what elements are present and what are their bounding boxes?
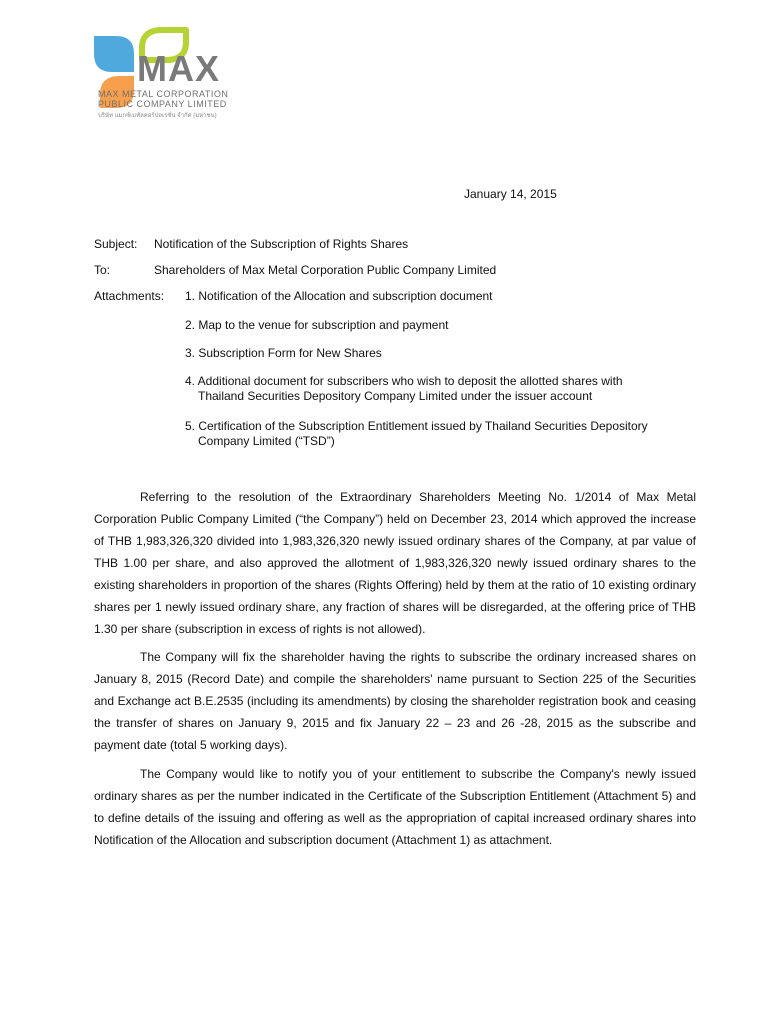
attachment-item [185, 419, 685, 449]
attachments-label: Attachments: [94, 289, 165, 303]
to-label: To: [94, 263, 111, 277]
logo-blue-leaf [94, 36, 134, 72]
to-text: Shareholders of Max Metal Corporation Public Company Limited [154, 263, 497, 277]
body-paragraph-1: Referring to the resolution of the Extraordinary Shareholders Meeting No. 1/2014 of Max Metal Corporation Public Company Limited (“the Company”) held on December 23, 2014 which approved the increase of THB 1,983,326,320 divided into 1,983,326,320 newly issued ordinary shares of the Company, at par value of THB 1.00 per share, and also approved the allotment of 1,983,326,320 newly issued ordinary shares to the existing shareholders in proportion of the shares (Rights Offering) held by them at the ratio of 10 existing ordinary shares per 1 newly issued ordinary share, any fraction of shares will be disregarded, at the offering price of THB 1.30 per share (subscription in excess of rights is not allowed). [94, 490, 696, 636]
letter-date: January 14, 2015 [464, 187, 557, 201]
logo-wordmark: MAX [137, 48, 220, 89]
body-paragraph-2: The Company will fix the shareholder having the rights to subscribe the ordinary increased shares on January 8, 2015 (Record Date) and compile the shareholders' name pursuant to Section 225 of the Securities and Exchange act B.E.2535 (including its amendments) by closing the shareholder registration book and ceasing the transfer of shares on January 9, 2015 and fix January 22 – 23 and 26 -28, 2015 as the subscribe and payment date (total 5 working days). [94, 650, 696, 752]
logo-subline-2: PUBLIC COMPANY LIMITED [98, 99, 227, 109]
logo-thai-name: บริษัท แมกซ์เมทัลคอร์ปอเรชั่น จำกัด (มหาชน) [98, 113, 217, 119]
attachment-line: 5. Certification of the Subscription Entitlement issued by Thailand Securities Depository [185, 419, 648, 433]
attachment-line: 2. Map to the venue for subscription and payment [185, 318, 449, 332]
attachment-item [185, 346, 685, 361]
attachment-item [185, 318, 685, 333]
logo-subline-1: MAX METAL CORPORATION [98, 89, 229, 99]
subject-label: Subject: [94, 237, 138, 251]
body-paragraph-3: The Company would like to notify you of your entitlement to subscribe the Company's newly issued ordinary shares as per the number indicated in the Certificate of the Subscription Entitlement (Attachment 5) and to define details of the issuing and offering as well as the appropriation of capital increased ordinary shares into Notification of the Allocation and subscription document (Attachment 1) as attachment. [94, 767, 696, 847]
attachment-line-continued: Thailand Securities Depository Company Limited under the issuer account [198, 389, 593, 403]
attachment-item [185, 289, 685, 304]
subject-text: Notification of the Subscription of Rights Shares [154, 237, 409, 251]
attachment-line-continued: Company Limited (“TSD”) [198, 434, 335, 448]
attachment-item [185, 374, 685, 404]
attachment-line: 3. Subscription Form for New Shares [185, 346, 382, 360]
attachment-line: 4. Additional document for subscribers who wish to deposit the allotted shares with [185, 374, 623, 388]
attachment-line: 1. Notification of the Allocation and subscription document [185, 289, 493, 303]
